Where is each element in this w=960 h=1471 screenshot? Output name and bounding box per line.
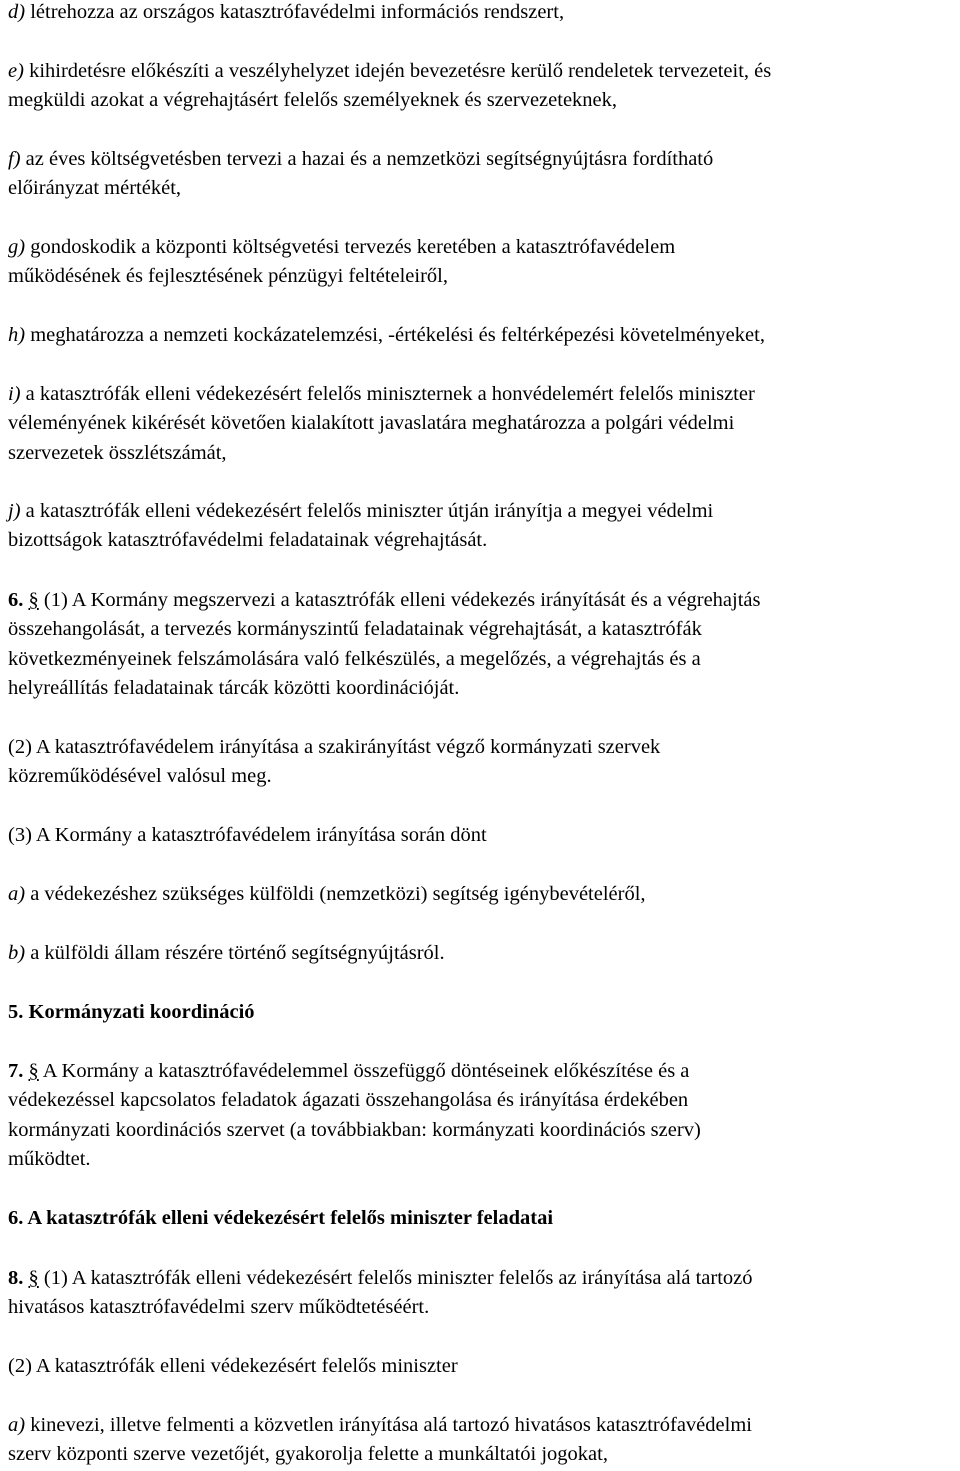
- text-line: előirányzat mértékét,: [8, 177, 182, 200]
- paragraph-g: [8, 233, 675, 292]
- text-line: működtet.: [8, 1147, 91, 1170]
- text-line: (2) A katasztrófavédelem irányítása a szakirányítást végző kormányzati szervek: [8, 736, 661, 758]
- text-line: összehangolását, a tervezés kormányszintű feladatainak végrehajtását, a katasztrófák: [8, 618, 702, 641]
- text-line: működésének és fejlesztésének pénzügyi feltételeiről,: [8, 265, 448, 288]
- item-label: h): [8, 324, 26, 346]
- text-line: 8. § (1) A katasztrófák elleni védekezésért felelős miniszter felelős az irányítása alá tartozó: [8, 1267, 753, 1289]
- text-line: 7. § A Kormány a katasztrófavédelemmel összefüggő döntéseinek előkészítése és a: [8, 1060, 690, 1082]
- item-label: j): [8, 500, 21, 522]
- text-line: b) a külföldi állam részére történő segítségnyújtásról.: [8, 942, 445, 964]
- paragraph-j: [8, 497, 713, 556]
- item-label: f): [8, 148, 21, 170]
- paragraph-sign: §: [28, 1267, 39, 1289]
- paragraph-e: [8, 57, 771, 116]
- item-label: g): [8, 236, 26, 258]
- section-number: 8.: [8, 1267, 24, 1289]
- section-6-1: [8, 586, 760, 703]
- text-line: a) kinevezi, illetve felmenti a közvetlen irányítása alá tartozó hivatásos katasztrófavédelmi: [8, 1414, 752, 1436]
- text-line: kormányzati koordinációs szervet (a továbbiakban: kormányzati koordinációs szerv): [8, 1118, 701, 1141]
- text-line: hivatásos katasztrófavédelmi szerv működtetéséért.: [8, 1296, 430, 1319]
- heading-6: [8, 1204, 553, 1233]
- item-label: i): [8, 383, 21, 405]
- text-line: i) a katasztrófák elleni védekezésért felelős miniszternek a honvédelemért felelős miniszter: [8, 383, 755, 405]
- paragraph-d: [8, 0, 564, 27]
- text-line: szerv központi szerve vezetőjét, gyakorolja felette a munkáltatói jogokat,: [8, 1443, 608, 1466]
- text-line: g) gondoskodik a központi költségvetési tervezés keretében a katasztrófavédelem: [8, 236, 676, 258]
- text-line: 6. § (1) A Kormány megszervezi a katasztrófák elleni védekezés irányítását és a végrehajtás: [8, 589, 761, 611]
- section-8-1: [8, 1264, 753, 1323]
- heading-text: 5. Kormányzati koordináció: [8, 1001, 255, 1023]
- section-8-2-a: [8, 1411, 752, 1470]
- item-label: d): [8, 1, 26, 23]
- text-line: (3) A Kormány a katasztrófavédelem irányítása során dönt: [8, 824, 487, 846]
- paragraph-i: [8, 380, 755, 468]
- text-line: bizottságok katasztrófavédelmi feladatainak végrehajtását.: [8, 529, 488, 552]
- text-line: e) kihirdetésre előkészíti a veszélyhelyzet idején bevezetésre kerülő rendeletek tervezeteit, és: [8, 60, 772, 82]
- text-line: a) a védekezéshez szükséges külföldi (nemzetközi) segítség igénybevételéről,: [8, 883, 646, 905]
- item-label: a): [8, 883, 26, 905]
- text-line: helyreállítás feladatainak tárcák közötti koordinációját.: [8, 676, 460, 699]
- text-line: véleményének kikérését követően kialakított javaslatára meghatározza a polgári védelmi: [8, 412, 735, 435]
- section-6-3-a: [8, 880, 646, 909]
- section-number: 6.: [8, 589, 24, 611]
- text-line: közreműködésével valósul meg.: [8, 765, 272, 788]
- text-line: védekezéssel kapcsolatos feladatok ágazati összehangolása és irányítása érdekében: [8, 1089, 689, 1112]
- section-number: 7.: [8, 1060, 24, 1082]
- heading-text: 6. A katasztrófák elleni védekezésért felelős miniszter feladatai: [8, 1207, 554, 1229]
- text-line: szervezetek összlétszámát,: [8, 441, 227, 464]
- text-line: következményeinek felszámolására való felkészülés, a megelőzés, a végrehajtás és a: [8, 647, 701, 670]
- section-6-3: [8, 821, 487, 850]
- text-line: f) az éves költségvetésben tervezi a hazai és a nemzetközi segítségnyújtásra fordítható: [8, 148, 714, 170]
- text-line: (2) A katasztrófák elleni védekezésért felelős miniszter: [8, 1355, 458, 1377]
- section-6-2: [8, 733, 660, 792]
- paragraph-sign: §: [28, 1060, 39, 1082]
- text-line: d) létrehozza az országos katasztrófavédelmi információs rendszert,: [8, 1, 565, 23]
- section-7: [8, 1057, 701, 1174]
- item-label: a): [8, 1414, 26, 1436]
- text-line: megküldi azokat a végrehajtásért felelős személyeknek és szervezeteknek,: [8, 89, 618, 112]
- section-6-3-b: [8, 939, 445, 968]
- paragraph-h: [8, 321, 765, 350]
- paragraph-f: [8, 145, 713, 204]
- text-line: j) a katasztrófák elleni védekezésért felelős miniszter útján irányítja a megyei védelmi: [8, 500, 714, 522]
- paragraph-sign: §: [28, 589, 39, 611]
- section-8-2: [8, 1352, 458, 1381]
- heading-5: [8, 998, 255, 1027]
- text-line: h) meghatározza a nemzeti kockázatelemzési, -értékelési és feltérképezési követelményeket,: [8, 324, 765, 346]
- item-label: e): [8, 60, 24, 82]
- item-label: b): [8, 942, 26, 964]
